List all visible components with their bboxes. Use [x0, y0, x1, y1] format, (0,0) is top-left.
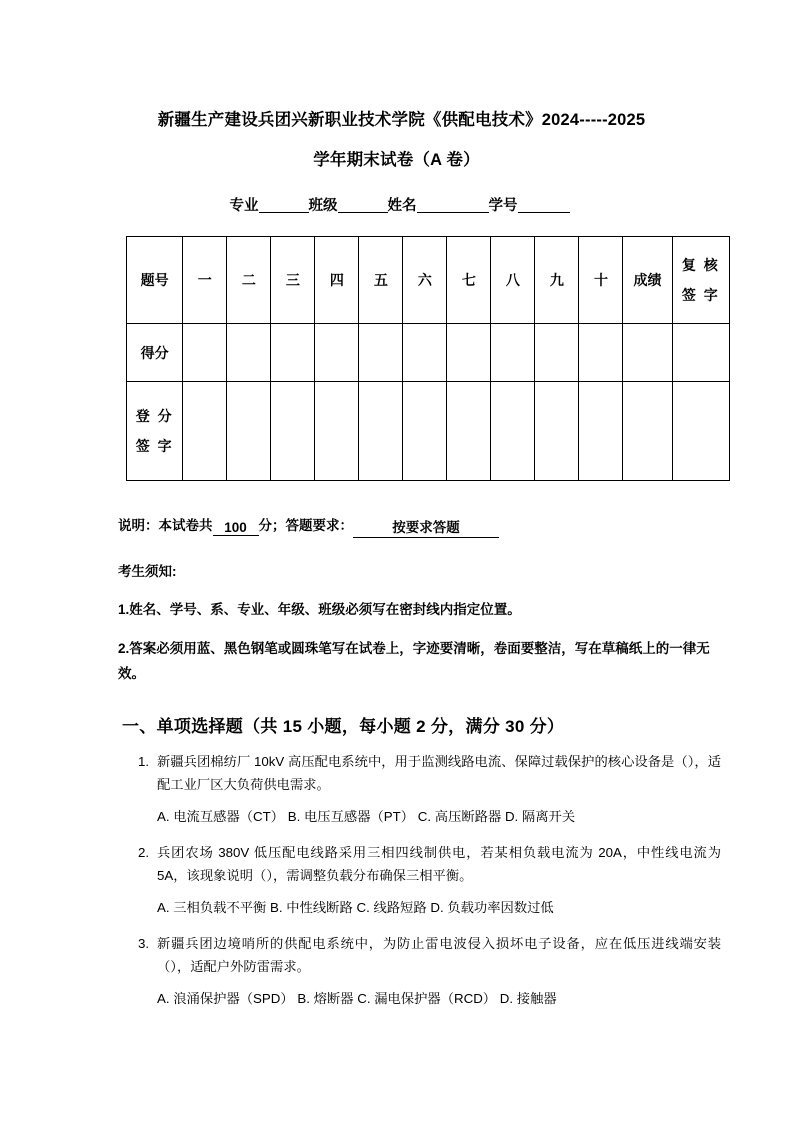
title-line-primary: 新疆生产建设兵团兴新职业技术学院《供配电技术》2024-----2025: [157, 111, 646, 129]
score-table-container: [0, 236, 793, 481]
cell-question-3: 三: [271, 237, 315, 324]
score-entry-cell[interactable]: [535, 324, 579, 382]
signature-entry-cell[interactable]: [447, 382, 491, 481]
page-title: [0, 0, 793, 180]
signature-entry-cell[interactable]: [315, 382, 359, 481]
notice-item-2: 2.答案必须用蓝、黑色钢笔或圆珠笔写在试卷上，字迹要清晰，卷面要整洁，写在草稿纸上的一律无效。: [118, 641, 710, 681]
class-label: 班级: [308, 198, 338, 214]
name-input-blank[interactable]: [417, 199, 489, 213]
score-entry-cell[interactable]: [271, 324, 315, 382]
section-heading-multiple-choice: 一、单项选择题（共 15 小题，每小题 2 分，满分 30 分）: [122, 717, 565, 736]
student-info-line: [0, 194, 793, 215]
cell-question-8: 八: [491, 237, 535, 324]
score-entry-cell[interactable]: [491, 324, 535, 382]
table-row-earned-score: [127, 324, 730, 382]
major-input-blank[interactable]: [259, 199, 309, 213]
student-id-label: 学号: [488, 198, 518, 214]
cell-question-5: 五: [359, 237, 403, 324]
cell-question-2: 二: [227, 237, 271, 324]
score-entry-cell-total[interactable]: [623, 324, 672, 382]
cell-question-6: 六: [403, 237, 447, 324]
signature-entry-cell[interactable]: [183, 382, 227, 481]
signature-entry-cell[interactable]: [535, 382, 579, 481]
signature-entry-cell[interactable]: [403, 382, 447, 481]
question-number: 2.: [138, 845, 150, 860]
recorder-label-line-1: 登 分: [135, 408, 174, 424]
cell-review-signature-label: [672, 237, 729, 324]
question-item: [138, 933, 721, 1010]
description-line: [118, 514, 733, 538]
cell-question-4: 四: [315, 237, 359, 324]
score-entry-cell[interactable]: [227, 324, 271, 382]
name-label: 姓名: [387, 198, 417, 214]
recorder-label-line-2: 签 字: [135, 438, 174, 454]
major-label: 专业: [229, 198, 259, 214]
question-text: 新疆兵团边境哨所的供配电系统中，为防止雷电波侵入损坏电子设备，应在低压进线端安装（），适配户外防雷需求。: [157, 936, 721, 974]
cell-total-label: 成绩: [623, 237, 672, 324]
signature-entry-cell[interactable]: [227, 382, 271, 481]
signature-entry-cell[interactable]: [579, 382, 623, 481]
score-entry-cell[interactable]: [579, 324, 623, 382]
notice-block: [0, 514, 793, 686]
review-label-line-1: 复 核: [681, 257, 720, 273]
signature-entry-cell[interactable]: [271, 382, 315, 481]
question-options[interactable]: A. 电流互感器（CT） B. 电压互感器（PT） C. 高压断路器 D. 隔离开关: [157, 809, 576, 824]
cell-row-label-question-no: 题号: [127, 237, 183, 324]
score-entry-cell[interactable]: [183, 324, 227, 382]
question-list: [0, 751, 793, 1010]
answer-requirement-value: 按要求答题: [353, 516, 499, 538]
description-middle: 分；答题要求：: [258, 518, 353, 533]
question-options[interactable]: A. 浪涌保护器（SPD） B. 熔断器 C. 漏电保护器（RCD） D. 接触器: [157, 991, 557, 1006]
title-line-secondary: 学年期末试卷（A 卷）: [313, 151, 480, 169]
question-number: 1.: [138, 754, 150, 769]
cell-question-1: 一: [183, 237, 227, 324]
question-stem-row: [138, 933, 721, 978]
score-entry-cell[interactable]: [359, 324, 403, 382]
signature-entry-cell[interactable]: [491, 382, 535, 481]
score-entry-cell[interactable]: [403, 324, 447, 382]
question-text: 新疆兵团棉纺厂 10kV 高压配电系统中，用于监测线路电流、保障过载保护的核心设备是（），适配工业厂区大负荷供电需求。: [157, 754, 721, 792]
cell-row-label-score: 得分: [127, 324, 183, 382]
total-points-value: 100: [213, 520, 259, 536]
signature-entry-cell[interactable]: [359, 382, 403, 481]
notice-item-1: 1.姓名、学号、系、专业、年级、班级必须写在密封线内指定位置。: [118, 602, 521, 617]
score-entry-cell[interactable]: [315, 324, 359, 382]
cell-question-7: 七: [447, 237, 491, 324]
score-entry-cell-review[interactable]: [672, 324, 729, 382]
class-input-blank[interactable]: [338, 199, 388, 213]
score-table: [126, 236, 730, 481]
question-text: 兵团农场 380V 低压配电线路采用三相四线制供电，若某相负载电流为 20A，中性线电流为 5A，该现象说明（），需调整负载分布确保三相平衡。: [157, 845, 721, 883]
review-label-line-2: 签 字: [681, 287, 720, 303]
table-row-question-numbers: [127, 237, 730, 324]
question-item: [138, 842, 721, 919]
question-number: 3.: [138, 936, 150, 951]
question-stem-row: [138, 751, 721, 796]
cell-question-10: 十: [579, 237, 623, 324]
question-item: [138, 751, 721, 828]
question-stem-row: [138, 842, 721, 887]
cell-row-label-recorder-signature: [127, 382, 183, 481]
cell-question-9: 九: [535, 237, 579, 324]
signature-entry-cell-review[interactable]: [672, 382, 729, 481]
notice-heading: 考生须知:: [118, 564, 177, 579]
description-prefix: 说明：本试卷共: [118, 518, 213, 533]
table-row-recorder-signature: [127, 382, 730, 481]
question-options[interactable]: A. 三相负载不平衡 B. 中性线断路 C. 线路短路 D. 负载功率因数过低: [157, 900, 554, 915]
student-id-input-blank[interactable]: [518, 199, 570, 213]
signature-entry-cell-total[interactable]: [623, 382, 672, 481]
score-entry-cell[interactable]: [447, 324, 491, 382]
